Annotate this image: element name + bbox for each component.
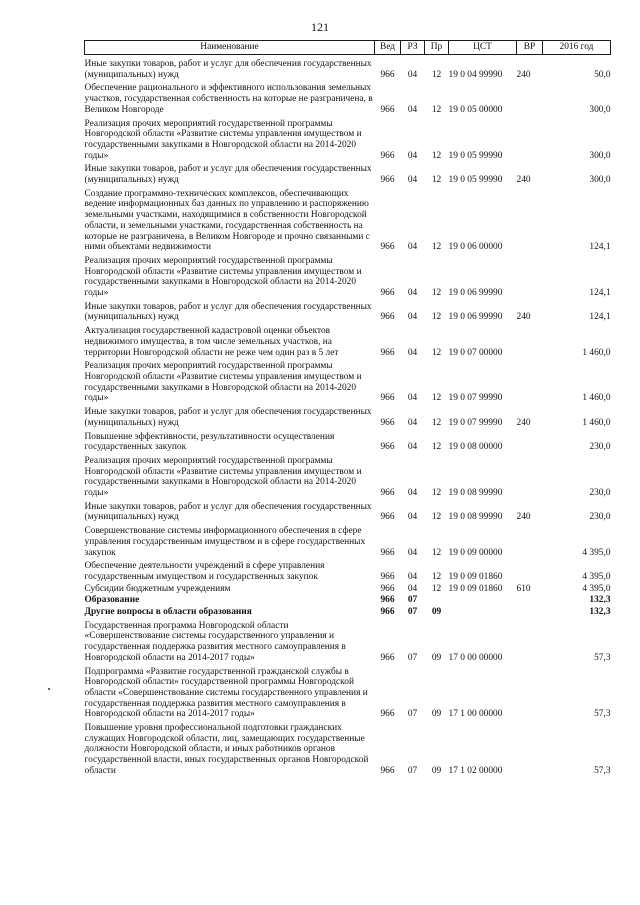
cell-amount: 1 460,0 [582, 393, 611, 404]
cell-name: Иные закупки товаров, работ и услуг для обеспечения государственных (муниципальных) нужд [84, 407, 372, 428]
cell-pr: 12 [431, 417, 442, 428]
cell-name: Повышение уровня профессиональной подготовки гражданских служащих Новгородской области, лиц, замещающих государственные должности Новгородской области, и иных работников органов государственной власти, иных государственных органов Новгородской области [84, 723, 369, 776]
cell-amount: 4 395,0 [582, 547, 611, 558]
cell-rz: 04 [407, 512, 418, 523]
cell-ved: 966 [380, 595, 395, 606]
cell-name: Реализация прочих мероприятий государственной программы Новгородской области «Развитие системы управления имуществом и государственными закупками в Новгородской области на 2014-2020 годы» [84, 255, 362, 299]
cell-rz: 04 [407, 242, 418, 253]
cell-amount: 1 460,0 [582, 347, 611, 358]
cell-cst: 17 1 02 00000 [448, 765, 503, 776]
cell-rz: 07 [407, 652, 418, 663]
cell-cst: 19 0 08 99990 [448, 512, 503, 523]
cell-pr: 12 [431, 547, 442, 558]
cell-pr: 12 [431, 442, 442, 453]
cell-ved: 966 [380, 417, 395, 428]
cell-ved: 966 [380, 765, 395, 776]
cell-amount: 230,0 [589, 442, 611, 453]
cell-cst [449, 594, 517, 606]
cell-ved: 966 [380, 150, 395, 161]
cell-rz: 04 [407, 571, 418, 582]
cell-cst: 19 0 05 99990 [448, 175, 503, 186]
cell-vr: 610 [516, 583, 531, 594]
table-row [85, 523, 611, 558]
table-row [85, 720, 611, 777]
cell-vr [517, 720, 543, 777]
cell-rz: 04 [407, 393, 418, 404]
cell-cst: 19 0 05 00000 [448, 104, 503, 115]
cell-pr: 12 [431, 288, 442, 299]
header-cst: ЦСТ [449, 41, 517, 55]
cell-vr [517, 429, 543, 453]
cell-pr: 12 [431, 571, 442, 582]
cell-name: Государственная программа Новгородской области «Совершенствование системы государственного управления и государственная поддержка развития местного самоуправления в Новгородской области на 2014-2017 годы» [84, 620, 346, 663]
cell-ved: 966 [380, 442, 395, 453]
table-row [85, 499, 611, 523]
cell-pr: 12 [431, 312, 442, 323]
table-row [85, 161, 611, 185]
table-row [85, 299, 611, 323]
cell-cst [449, 606, 517, 618]
cell-rz: 04 [407, 488, 418, 499]
cell-ved: 966 [380, 347, 395, 358]
cell-ved: 966 [380, 312, 395, 323]
cell-ved: 966 [380, 69, 395, 80]
cell-ved: 966 [380, 512, 395, 523]
cell-rz: 04 [407, 583, 418, 594]
cell-vr [517, 323, 543, 358]
cell-pr: 12 [431, 583, 442, 594]
cell-cst: 19 0 06 00000 [448, 242, 503, 253]
cell-pr [425, 594, 449, 606]
cell-pr: 12 [431, 347, 442, 358]
cell-amount: 230,0 [589, 512, 611, 523]
table-row [85, 116, 611, 162]
cell-rz: 04 [407, 104, 418, 115]
cell-name: Создание программно-технических комплексов, обеспечивающих ведение информационных баз данных по управлению и распоряжению земельными участками, находящимися в собственности Новгородской области, и земельными участками, государственная собственность на которые не разграничена, в Великом Новгороде и прочно связанными с ними объектами недвижимости [84, 188, 370, 253]
cell-name: Иные закупки товаров, работ и услуг для обеспечения государственных (муниципальных) нужд [84, 301, 372, 323]
cell-pr: 09 [431, 709, 442, 720]
cell-ved: 966 [380, 652, 395, 663]
header-rz: РЗ [401, 41, 425, 55]
cell-ved: 966 [380, 607, 395, 618]
cell-cst: 19 0 06 99990 [448, 312, 503, 323]
cell-name: Реализация прочих мероприятий государственной программы Новгородской области «Развитие системы управления имуществом и государственными закупками в Новгородской области на 2014-2020 годы» [84, 118, 362, 161]
cell-cst: 19 0 08 99990 [448, 488, 503, 499]
cell-ved: 966 [380, 393, 395, 404]
cell-amount: 300,0 [589, 150, 611, 161]
cell-cst: 19 0 07 00000 [448, 347, 503, 358]
cell-rz: 07 [407, 709, 418, 720]
cell-rz: 04 [407, 150, 418, 161]
cell-vr [517, 558, 543, 582]
cell-cst: 17 1 00 00000 [448, 709, 503, 720]
cell-amount: 132,3 [589, 595, 611, 606]
cell-name: Иные закупки товаров, работ и услуг для обеспечения государственных (муниципальных) нужд [84, 501, 372, 523]
budget-table [84, 40, 611, 777]
cell-ved: 966 [380, 288, 395, 299]
cell-rz: 04 [407, 417, 418, 428]
cell-pr: 12 [431, 104, 442, 115]
cell-name: Обеспечение рационального и эффективного использования земельных участков, государственная собственность на которые не разграничена, в Великом Новгороде [84, 83, 373, 115]
cell-cst: 19 0 09 01860 [448, 583, 503, 594]
cell-rz: 07 [407, 765, 418, 776]
cell-rz: 04 [407, 69, 418, 80]
table-row [85, 323, 611, 358]
table-row [85, 429, 611, 453]
page-number: 121 [311, 20, 329, 34]
cell-vr [517, 253, 543, 299]
cell-amount: 132,3 [589, 607, 611, 618]
cell-name: Субсидии бюджетным учреждениям [84, 583, 231, 594]
cell-vr: 240 [516, 175, 531, 186]
cell-rz: 04 [407, 442, 418, 453]
cell-rz: 07 [407, 595, 418, 606]
cell-pr: 12 [431, 69, 442, 80]
cell-cst: 19 0 05 99990 [448, 150, 503, 161]
cell-name: Обеспечение деятельности учреждений в сфере управления государственным имуществом и государственных закупок [84, 561, 325, 582]
cell-vr: 240 [516, 69, 531, 80]
cell-cst: 19 0 08 00000 [448, 442, 503, 453]
table-row [85, 404, 611, 428]
cell-pr: 09 [431, 652, 442, 663]
cell-ved: 966 [380, 571, 395, 582]
cell-cst: 19 0 06 99990 [448, 288, 503, 299]
cell-pr: 12 [431, 242, 442, 253]
cell-pr: 12 [431, 150, 442, 161]
cell-name: Совершенствование системы информационного обеспечения в сфере управления государственным имуществом и в сфере государственных закупок [84, 526, 366, 558]
cell-vr [517, 358, 543, 404]
cell-amount: 230,0 [589, 488, 611, 499]
cell-vr [517, 606, 543, 618]
cell-name: Реализация прочих мероприятий государственной программы Новгородской области «Развитие системы управления имуществом и государственными закупками в Новгородской области на 2014-2020 годы» [84, 455, 362, 499]
cell-name: Актуализация государственной кадастровой оценки объектов недвижимого имущества, в том числе земельных участков, на территории Новгородской области не реже чем один раз в 5 лет [84, 326, 339, 358]
cell-name: Образование [84, 595, 140, 606]
cell-rz: 04 [407, 175, 418, 186]
cell-name: Другие вопросы в области образования [84, 607, 252, 618]
cell-cst: 19 0 09 01860 [448, 571, 503, 582]
cell-vr: 240 [516, 312, 531, 323]
table-row [85, 618, 611, 664]
cell-amount: 57,3 [594, 652, 611, 663]
cell-rz: 04 [407, 347, 418, 358]
table-row [85, 358, 611, 404]
table-row [85, 453, 611, 499]
scan-mark [48, 688, 50, 690]
cell-cst: 19 0 04 99990 [448, 69, 503, 80]
cell-pr: 09 [431, 765, 442, 776]
table-row [85, 558, 611, 582]
cell-vr: 240 [516, 512, 531, 523]
table-row [85, 186, 611, 253]
cell-vr [517, 664, 543, 721]
table-row [85, 594, 611, 606]
cell-amount: 50,0 [594, 69, 611, 80]
cell-ved: 966 [380, 104, 395, 115]
cell-cst: 17 0 00 00000 [448, 652, 503, 663]
cell-name: Реализация прочих мероприятий государственной программы Новгородской области «Развитие системы управления имуществом и государственными закупками в Новгородской области на 2014-2020 годы» [84, 361, 362, 404]
cell-name: Иные закупки товаров, работ и услуг для обеспечения государственных (муниципальных) нужд [84, 164, 372, 186]
cell-amount: 4 395,0 [582, 583, 611, 594]
cell-vr [517, 594, 543, 606]
header-pr: Пр [425, 41, 449, 55]
cell-rz: 07 [407, 607, 418, 618]
cell-name: Иные закупки товаров, работ и услуг для обеспечения государственных (муниципальных) нужд [84, 59, 372, 80]
cell-vr [517, 523, 543, 558]
cell-vr [517, 453, 543, 499]
table-row [85, 55, 611, 81]
cell-ved: 966 [380, 242, 395, 253]
header-name: Наименование [85, 41, 375, 55]
table-header-row [85, 41, 611, 55]
cell-amount: 124,1 [589, 288, 611, 299]
table-row [85, 583, 611, 595]
cell-ved: 966 [380, 709, 395, 720]
table-row [85, 80, 611, 115]
cell-name: Подпрограмма «Развитие государственной гражданской службы в Новгородской области» государственной программы Новгородской области «Совершенствование системы государственного управления и государственная поддержка развития местного самоуправления в Новгородской области на 2014-2017 годы» [84, 666, 368, 720]
cell-vr [517, 186, 543, 253]
cell-pr: 12 [431, 488, 442, 499]
cell-pr: 12 [431, 175, 442, 186]
cell-vr: 240 [516, 417, 531, 428]
cell-vr [517, 618, 543, 664]
cell-amount: 4 395,0 [582, 571, 611, 582]
cell-name: Повышение эффективности, результативности осуществления государственных закупок [84, 431, 335, 453]
cell-ved: 966 [380, 175, 395, 186]
cell-rz: 04 [407, 312, 418, 323]
cell-rz: 04 [407, 288, 418, 299]
cell-ved: 966 [380, 488, 395, 499]
cell-ved: 966 [380, 547, 395, 558]
cell-amount: 57,3 [594, 765, 611, 776]
cell-pr: 12 [431, 393, 442, 404]
cell-amount: 1 460,0 [582, 417, 611, 428]
cell-amount: 300,0 [589, 175, 611, 186]
cell-amount: 124,1 [589, 312, 611, 323]
cell-pr: 12 [431, 512, 442, 523]
cell-cst: 19 0 09 00000 [448, 547, 503, 558]
cell-amount: 124,1 [589, 242, 611, 253]
cell-cst: 19 0 07 99990 [448, 393, 503, 404]
cell-vr [517, 80, 543, 115]
table-row [85, 253, 611, 299]
header-amount: 2016 год [543, 41, 611, 55]
cell-pr: 09 [431, 607, 442, 618]
header-vr: ВР [517, 41, 543, 55]
cell-cst: 19 0 07 99990 [448, 417, 503, 428]
header-ved: Вед [375, 41, 401, 55]
table-row [85, 606, 611, 618]
table-row [85, 664, 611, 721]
cell-rz: 04 [407, 547, 418, 558]
cell-vr [517, 116, 543, 162]
cell-ved: 966 [380, 583, 395, 594]
cell-amount: 300,0 [589, 104, 611, 115]
cell-amount: 57,3 [594, 709, 611, 720]
